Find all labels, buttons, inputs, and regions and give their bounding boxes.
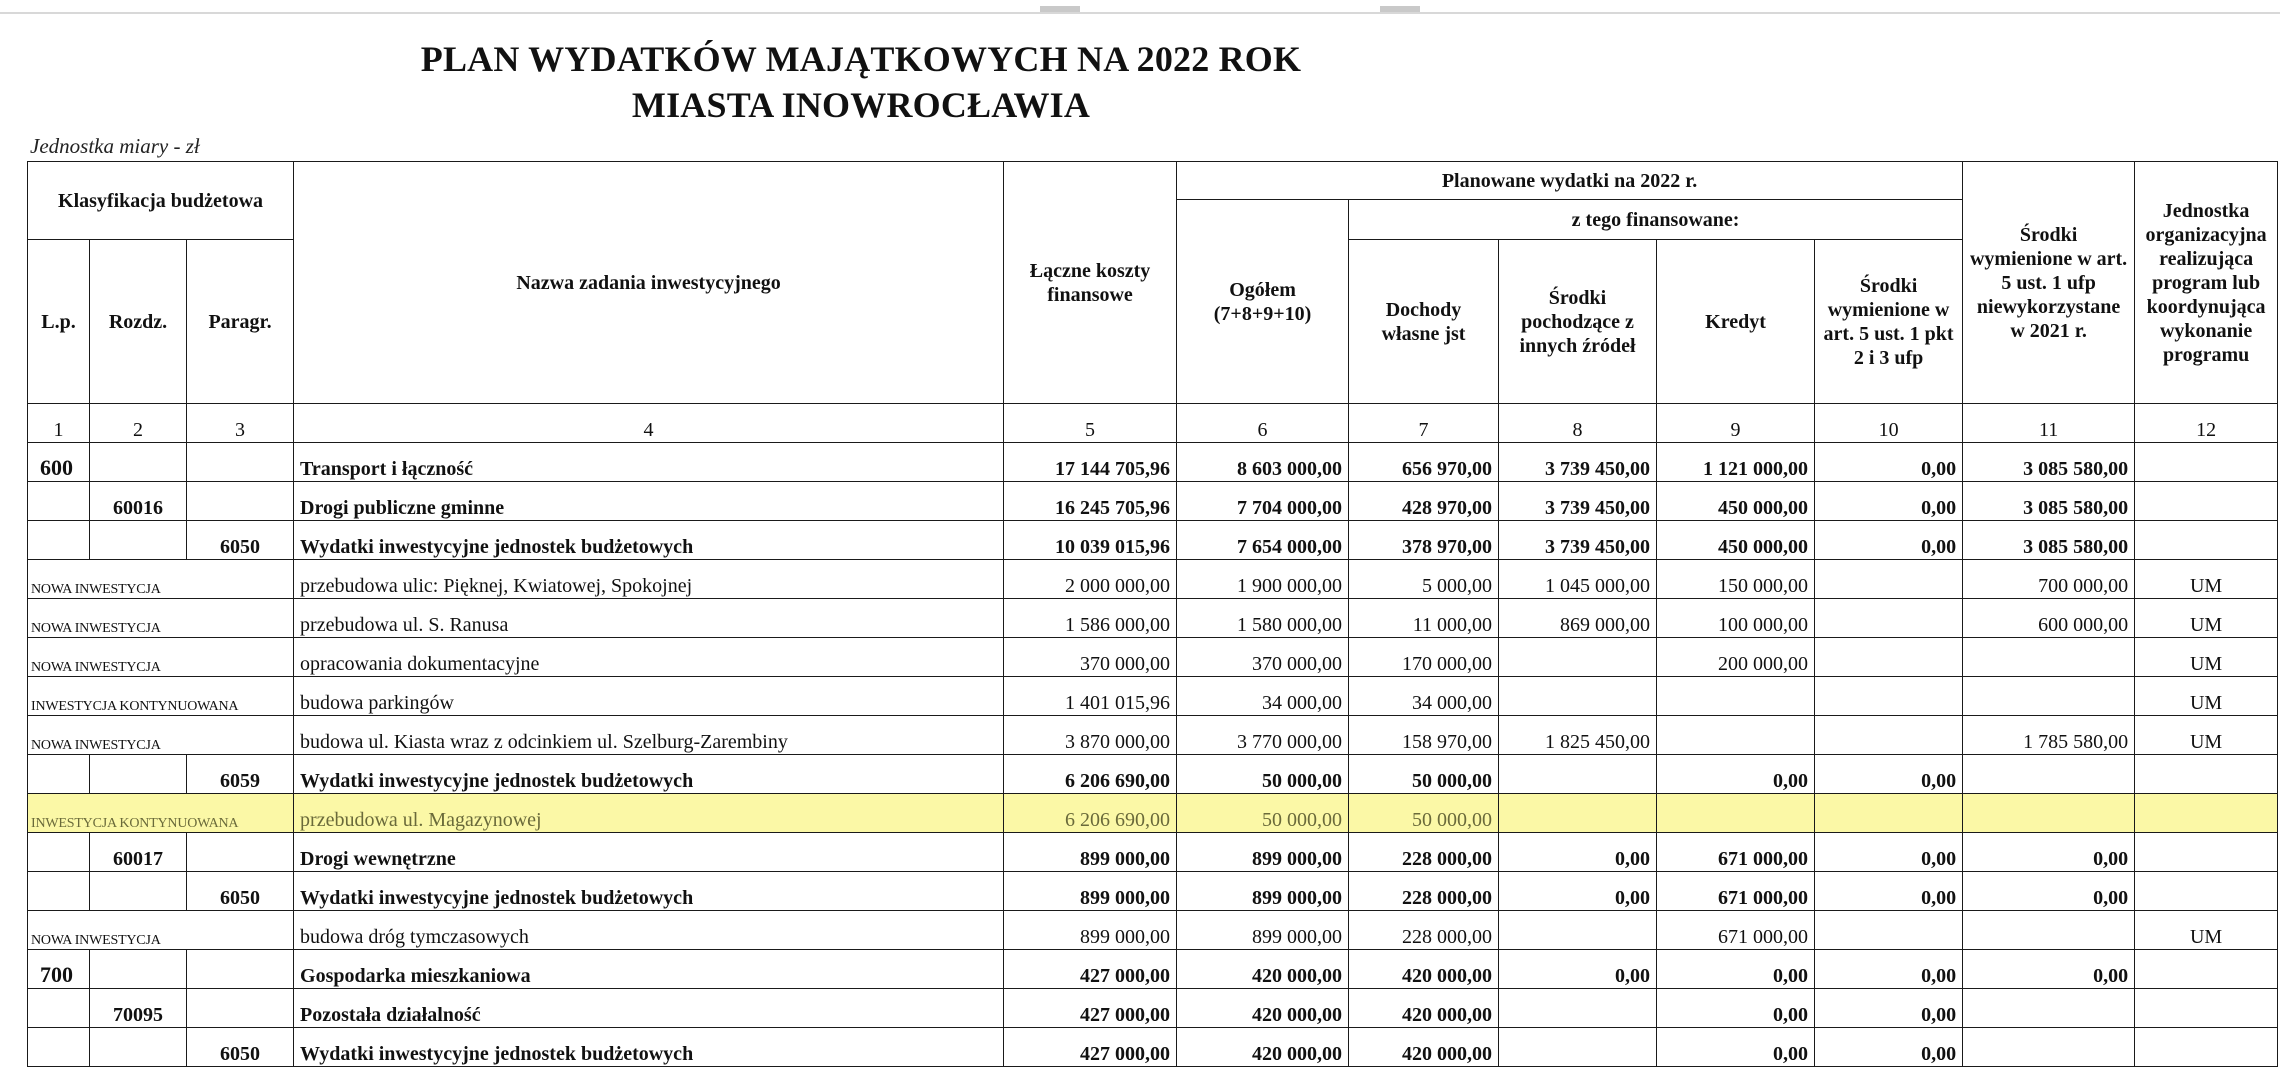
cell-c5: 427 000,00 xyxy=(1004,989,1177,1028)
header-srodki-inne: Środki pochodzące z innych źródeł xyxy=(1499,240,1657,404)
cell-paragr xyxy=(187,443,294,482)
cell-paragr: 6050 xyxy=(187,872,294,911)
cell-lp xyxy=(28,521,90,560)
table-row xyxy=(28,482,2278,521)
cell-jednostka xyxy=(2135,1028,2278,1067)
cell-task-name: Wydatki inwestycyjne jednostek budżetowych xyxy=(294,872,1004,911)
cell-c11: 0,00 xyxy=(1963,833,2135,872)
cell-jednostka xyxy=(2135,872,2278,911)
cell-task-name: Drogi publiczne gminne xyxy=(294,482,1004,521)
header-planowane: Planowane wydatki na 2022 r. xyxy=(1177,162,1963,200)
cell-c5: 10 039 015,96 xyxy=(1004,521,1177,560)
cell-lp xyxy=(28,482,90,521)
cell-paragr: 6050 xyxy=(187,521,294,560)
cell-c10: 0,00 xyxy=(1815,443,1963,482)
col-number: 8 xyxy=(1499,404,1657,443)
cell-lp xyxy=(28,833,90,872)
cell-c5: 16 245 705,96 xyxy=(1004,482,1177,521)
cell-c7: 50 000,00 xyxy=(1349,755,1499,794)
cell-c5: 6 206 690,00 xyxy=(1004,755,1177,794)
table-row xyxy=(28,677,2278,716)
cell-paragr xyxy=(187,482,294,521)
cell-c9 xyxy=(1657,794,1815,833)
table-row xyxy=(28,560,2278,599)
cell-c6: 420 000,00 xyxy=(1177,1028,1349,1067)
cell-c5: 370 000,00 xyxy=(1004,638,1177,677)
unit-label: Jednostka miary - zł xyxy=(30,134,200,158)
cell-c9: 1 121 000,00 xyxy=(1657,443,1815,482)
cell-c6: 7 704 000,00 xyxy=(1177,482,1349,521)
cell-task-name: Drogi wewnętrzne xyxy=(294,833,1004,872)
cell-c8: 869 000,00 xyxy=(1499,599,1657,638)
cell-c5: 899 000,00 xyxy=(1004,872,1177,911)
cell-c11: 3 085 580,00 xyxy=(1963,443,2135,482)
viewer-scroll-marker xyxy=(1040,6,1080,12)
cell-paragr: 6059 xyxy=(187,755,294,794)
cell-c10 xyxy=(1815,677,1963,716)
header-laczne: Łączne koszty finansowe xyxy=(1004,162,1177,404)
cell-c7: 170 000,00 xyxy=(1349,638,1499,677)
cell-task-name: budowa dróg tymczasowych xyxy=(294,911,1004,950)
cell-jednostka xyxy=(2135,521,2278,560)
cell-jednostka: UM xyxy=(2135,911,2278,950)
cell-c8: 0,00 xyxy=(1499,833,1657,872)
cell-c11: 3 085 580,00 xyxy=(1963,482,2135,521)
cell-c7: 656 970,00 xyxy=(1349,443,1499,482)
cell-c9: 671 000,00 xyxy=(1657,833,1815,872)
cell-c7: 11 000,00 xyxy=(1349,599,1499,638)
cell-c6: 1 900 000,00 xyxy=(1177,560,1349,599)
header-klasyfikacja: Klasyfikacja budżetowa xyxy=(28,162,294,240)
cell-c7: 228 000,00 xyxy=(1349,872,1499,911)
page-title: PLAN WYDATKÓW MAJĄTKOWYCH NA 2022 ROK xyxy=(420,39,1302,79)
cell-lp xyxy=(28,1028,90,1067)
cell-jednostka: UM xyxy=(2135,560,2278,599)
cell-c11: 700 000,00 xyxy=(1963,560,2135,599)
cell-c9: 450 000,00 xyxy=(1657,482,1815,521)
cell-task-status: NOWA INWESTYCJA xyxy=(28,638,294,677)
cell-c7: 420 000,00 xyxy=(1349,989,1499,1028)
cell-task-name: Transport i łączność xyxy=(294,443,1004,482)
cell-c10: 0,00 xyxy=(1815,872,1963,911)
col-number: 1 xyxy=(28,404,90,443)
cell-jednostka: UM xyxy=(2135,677,2278,716)
cell-c10 xyxy=(1815,911,1963,950)
header-jednostka: Jednostka organizacyjna realizująca program lub koordynująca wykonanie programu xyxy=(2135,162,2278,404)
col-number: 6 xyxy=(1177,404,1349,443)
cell-c5: 1 586 000,00 xyxy=(1004,599,1177,638)
cell-task-name: Wydatki inwestycyjne jednostek budżetowych xyxy=(294,521,1004,560)
cell-c5: 2 000 000,00 xyxy=(1004,560,1177,599)
cell-c5: 1 401 015,96 xyxy=(1004,677,1177,716)
cell-jednostka xyxy=(2135,950,2278,989)
cell-task-status: NOWA INWESTYCJA xyxy=(28,599,294,638)
cell-c7: 428 970,00 xyxy=(1349,482,1499,521)
page-subtitle: MIASTA INOWROCŁAWIA xyxy=(631,85,1091,125)
table-row xyxy=(28,716,2278,755)
cell-rozdz: 60017 xyxy=(90,833,187,872)
cell-c6: 50 000,00 xyxy=(1177,755,1349,794)
cell-task-status: NOWA INWESTYCJA xyxy=(28,560,294,599)
col-number: 10 xyxy=(1815,404,1963,443)
cell-c6: 34 000,00 xyxy=(1177,677,1349,716)
cell-lp xyxy=(28,989,90,1028)
cell-jednostka xyxy=(2135,833,2278,872)
cell-c8 xyxy=(1499,989,1657,1028)
cell-paragr xyxy=(187,950,294,989)
cell-c7: 228 000,00 xyxy=(1349,911,1499,950)
cell-rozdz xyxy=(90,443,187,482)
cell-lp: 700 xyxy=(28,950,90,989)
cell-paragr xyxy=(187,833,294,872)
cell-c8: 1 825 450,00 xyxy=(1499,716,1657,755)
cell-c9: 671 000,00 xyxy=(1657,911,1815,950)
cell-jednostka: UM xyxy=(2135,716,2278,755)
cell-c10 xyxy=(1815,560,1963,599)
cell-c9: 0,00 xyxy=(1657,755,1815,794)
cell-task-status: INWESTYCJA KONTYNUOWANA xyxy=(28,677,294,716)
cell-c11: 600 000,00 xyxy=(1963,599,2135,638)
cell-task-name: Wydatki inwestycyjne jednostek budżetowych xyxy=(294,1028,1004,1067)
cell-c8 xyxy=(1499,794,1657,833)
cell-c10 xyxy=(1815,599,1963,638)
cell-c10: 0,00 xyxy=(1815,989,1963,1028)
viewer-top-border xyxy=(0,12,2280,14)
cell-c7: 34 000,00 xyxy=(1349,677,1499,716)
cell-c11: 0,00 xyxy=(1963,872,2135,911)
cell-rozdz: 70095 xyxy=(90,989,187,1028)
table-row xyxy=(28,911,2278,950)
header-srodki-art5: Środki wymienione w art. 5 ust. 1 pkt 2 i 3 ufp xyxy=(1815,240,1963,404)
cell-c10: 0,00 xyxy=(1815,755,1963,794)
viewer-scroll-marker xyxy=(1380,6,1420,12)
cell-c9 xyxy=(1657,677,1815,716)
cell-c9: 150 000,00 xyxy=(1657,560,1815,599)
cell-c5: 899 000,00 xyxy=(1004,833,1177,872)
header-ogolem: Ogółem (7+8+9+10) xyxy=(1177,200,1349,404)
table-row xyxy=(28,794,2278,833)
header-srodki-niewyk: Środki wymienione w art. 5 ust. 1 ufp niewykorzystane w 2021 r. xyxy=(1963,162,2135,404)
cell-rozdz: 60016 xyxy=(90,482,187,521)
cell-c6: 50 000,00 xyxy=(1177,794,1349,833)
cell-lp xyxy=(28,755,90,794)
cell-c6: 899 000,00 xyxy=(1177,833,1349,872)
cell-task-name: przebudowa ulic: Pięknej, Kwiatowej, Spokojnej xyxy=(294,560,1004,599)
cell-c6: 7 654 000,00 xyxy=(1177,521,1349,560)
col-number: 7 xyxy=(1349,404,1499,443)
table-row xyxy=(28,1028,2278,1067)
table-row xyxy=(28,443,2278,482)
cell-jednostka xyxy=(2135,443,2278,482)
table-row xyxy=(28,599,2278,638)
cell-rozdz xyxy=(90,521,187,560)
cell-rozdz xyxy=(90,872,187,911)
cell-c5: 6 206 690,00 xyxy=(1004,794,1177,833)
col-number: 12 xyxy=(2135,404,2278,443)
cell-jednostka: UM xyxy=(2135,599,2278,638)
cell-c7: 158 970,00 xyxy=(1349,716,1499,755)
cell-task-name: przebudowa ul. Magazynowej xyxy=(294,794,1004,833)
cell-c8 xyxy=(1499,638,1657,677)
cell-c11 xyxy=(1963,794,2135,833)
cell-c8: 3 739 450,00 xyxy=(1499,482,1657,521)
cell-c9: 0,00 xyxy=(1657,1028,1815,1067)
col-number: 2 xyxy=(90,404,187,443)
cell-c8 xyxy=(1499,677,1657,716)
cell-task-name: przebudowa ul. S. Ranusa xyxy=(294,599,1004,638)
cell-jednostka: UM xyxy=(2135,638,2278,677)
cell-task-name: opracowania dokumentacyjne xyxy=(294,638,1004,677)
table-row xyxy=(28,638,2278,677)
cell-c10 xyxy=(1815,794,1963,833)
cell-c6: 370 000,00 xyxy=(1177,638,1349,677)
table-row xyxy=(28,950,2278,989)
cell-c5: 17 144 705,96 xyxy=(1004,443,1177,482)
cell-c9: 200 000,00 xyxy=(1657,638,1815,677)
col-number: 3 xyxy=(187,404,294,443)
cell-c5: 899 000,00 xyxy=(1004,911,1177,950)
cell-rozdz xyxy=(90,1028,187,1067)
header-paragr: Paragr. xyxy=(187,240,294,404)
cell-c10: 0,00 xyxy=(1815,521,1963,560)
cell-c5: 427 000,00 xyxy=(1004,1028,1177,1067)
cell-c11: 0,00 xyxy=(1963,950,2135,989)
cell-c5: 3 870 000,00 xyxy=(1004,716,1177,755)
cell-lp: 600 xyxy=(28,443,90,482)
col-number: 9 xyxy=(1657,404,1815,443)
cell-jednostka xyxy=(2135,794,2278,833)
cell-paragr: 6050 xyxy=(187,1028,294,1067)
cell-c8 xyxy=(1499,755,1657,794)
header-dochody: Dochody własne jst xyxy=(1349,240,1499,404)
cell-jednostka xyxy=(2135,989,2278,1028)
cell-task-name: budowa ul. Kiasta wraz z odcinkiem ul. Szelburg-Zarembiny xyxy=(294,716,1004,755)
header-lp: L.p. xyxy=(28,240,90,404)
cell-c11 xyxy=(1963,677,2135,716)
cell-task-name: budowa parkingów xyxy=(294,677,1004,716)
cell-c6: 899 000,00 xyxy=(1177,872,1349,911)
cell-lp xyxy=(28,872,90,911)
cell-c7: 420 000,00 xyxy=(1349,1028,1499,1067)
cell-c9: 671 000,00 xyxy=(1657,872,1815,911)
cell-c8: 1 045 000,00 xyxy=(1499,560,1657,599)
cell-rozdz xyxy=(90,755,187,794)
table-row xyxy=(28,833,2278,872)
cell-task-name: Wydatki inwestycyjne jednostek budżetowych xyxy=(294,755,1004,794)
cell-c10 xyxy=(1815,716,1963,755)
budget-table xyxy=(27,161,2278,1067)
header-rozdz: Rozdz. xyxy=(90,240,187,404)
cell-c7: 50 000,00 xyxy=(1349,794,1499,833)
table-row xyxy=(28,521,2278,560)
cell-c6: 420 000,00 xyxy=(1177,950,1349,989)
cell-task-name: Pozostała działalność xyxy=(294,989,1004,1028)
cell-c10 xyxy=(1815,638,1963,677)
cell-c7: 5 000,00 xyxy=(1349,560,1499,599)
table-row xyxy=(28,872,2278,911)
cell-task-name: Gospodarka mieszkaniowa xyxy=(294,950,1004,989)
cell-jednostka xyxy=(2135,482,2278,521)
table-row xyxy=(28,989,2278,1028)
cell-c7: 420 000,00 xyxy=(1349,950,1499,989)
cell-c8: 0,00 xyxy=(1499,872,1657,911)
cell-c9: 450 000,00 xyxy=(1657,521,1815,560)
cell-c10: 0,00 xyxy=(1815,1028,1963,1067)
cell-jednostka xyxy=(2135,755,2278,794)
cell-c9: 0,00 xyxy=(1657,950,1815,989)
cell-c11 xyxy=(1963,1028,2135,1067)
cell-c6: 899 000,00 xyxy=(1177,911,1349,950)
cell-c8: 0,00 xyxy=(1499,950,1657,989)
cell-c11 xyxy=(1963,989,2135,1028)
cell-c6: 8 603 000,00 xyxy=(1177,443,1349,482)
cell-task-status: INWESTYCJA KONTYNUOWANA xyxy=(28,794,294,833)
cell-c9: 100 000,00 xyxy=(1657,599,1815,638)
cell-c6: 1 580 000,00 xyxy=(1177,599,1349,638)
header-kredyt: Kredyt xyxy=(1657,240,1815,404)
cell-c10: 0,00 xyxy=(1815,833,1963,872)
col-number: 5 xyxy=(1004,404,1177,443)
cell-task-status: NOWA INWESTYCJA xyxy=(28,911,294,950)
cell-c5: 427 000,00 xyxy=(1004,950,1177,989)
cell-paragr xyxy=(187,989,294,1028)
column-number-row xyxy=(28,404,2278,443)
cell-c8: 3 739 450,00 xyxy=(1499,521,1657,560)
cell-c6: 3 770 000,00 xyxy=(1177,716,1349,755)
cell-c8: 3 739 450,00 xyxy=(1499,443,1657,482)
cell-c8 xyxy=(1499,911,1657,950)
cell-c8 xyxy=(1499,1028,1657,1067)
cell-c7: 228 000,00 xyxy=(1349,833,1499,872)
cell-rozdz xyxy=(90,950,187,989)
cell-c9: 0,00 xyxy=(1657,989,1815,1028)
cell-task-status: NOWA INWESTYCJA xyxy=(28,716,294,755)
cell-c7: 378 970,00 xyxy=(1349,521,1499,560)
cell-c11: 3 085 580,00 xyxy=(1963,521,2135,560)
col-number: 11 xyxy=(1963,404,2135,443)
header-z-tego: z tego finansowane: xyxy=(1349,200,1963,240)
cell-c6: 420 000,00 xyxy=(1177,989,1349,1028)
header-nazwa: Nazwa zadania inwestycyjnego xyxy=(294,162,1004,404)
cell-c11 xyxy=(1963,911,2135,950)
cell-c11 xyxy=(1963,755,2135,794)
table-row xyxy=(28,755,2278,794)
cell-c11 xyxy=(1963,638,2135,677)
cell-c10: 0,00 xyxy=(1815,482,1963,521)
col-number: 4 xyxy=(294,404,1004,443)
cell-c9 xyxy=(1657,716,1815,755)
cell-c10: 0,00 xyxy=(1815,950,1963,989)
cell-c11: 1 785 580,00 xyxy=(1963,716,2135,755)
